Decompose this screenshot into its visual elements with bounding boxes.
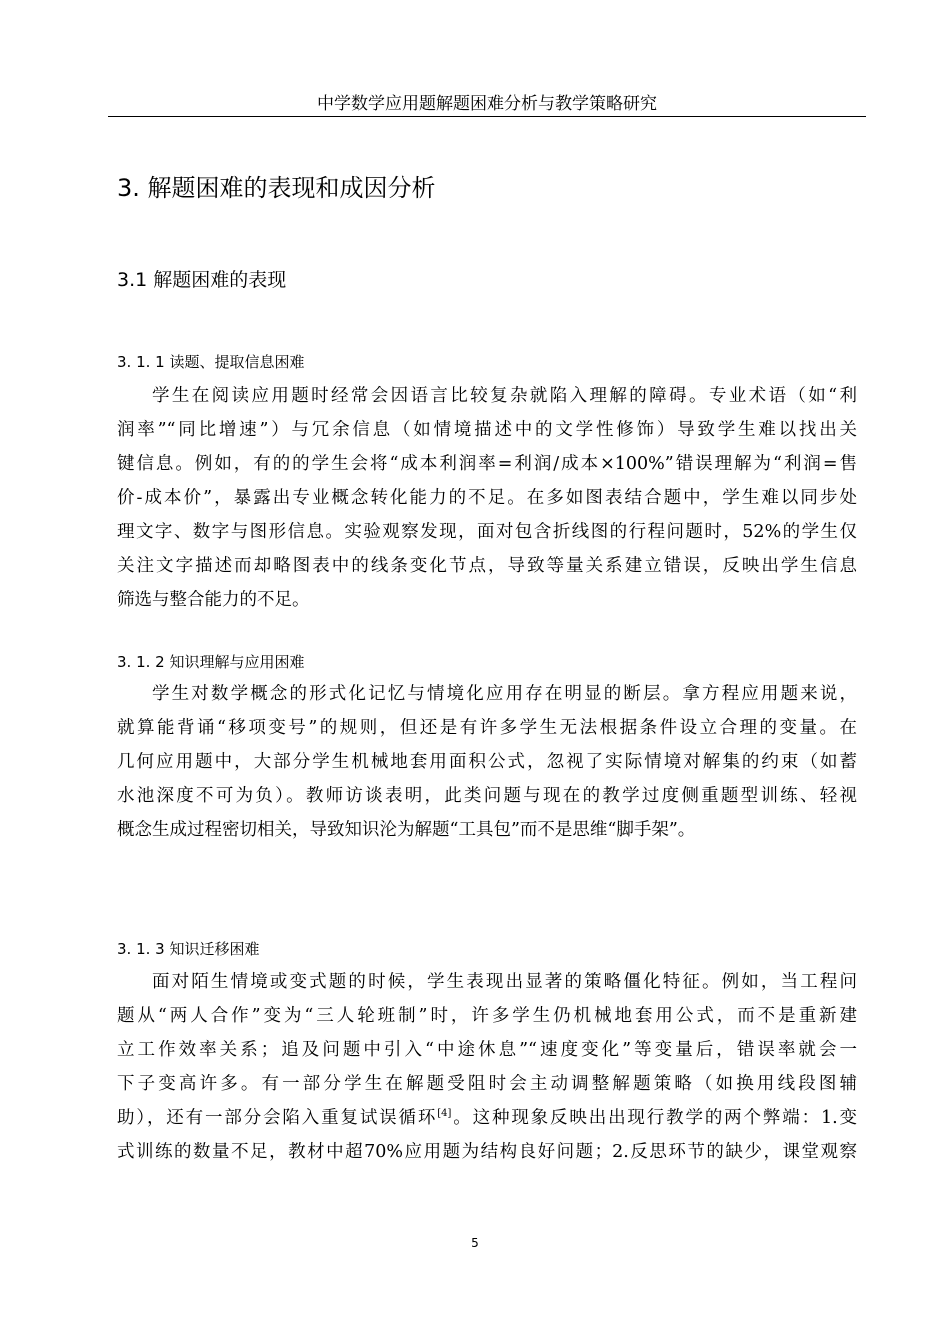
paragraph-text: 助），还有一部分会陷入重复试误循环 xyxy=(117,1108,438,1128)
citation-ref[interactable]: [4] xyxy=(437,1108,452,1120)
page-number: 5 xyxy=(471,1236,479,1250)
page-header: 中学数学应用题解题困难分析与教学策略研究 xyxy=(317,94,657,114)
paragraph-line: 理文字、数字与图形信息。实验观察发现，面对包含折线图的行程问题时，52%的学生仅 xyxy=(117,522,857,542)
paragraph-line: 筛选与整合能力的不足。 xyxy=(117,590,310,610)
paragraph-line: 概念生成过程密切相关，导致知识沦为解题“工具包”而不是思维“脚手架”。 xyxy=(117,820,696,840)
section-title: 3.1 解题困难的表现 xyxy=(117,269,287,291)
paragraph-line: 就算能背诵“移项变号”的规则，但还是有许多学生无法根据条件设立合理的变量。在 xyxy=(117,718,857,738)
paragraph-3-1-1 xyxy=(117,379,857,617)
header-rule xyxy=(108,116,866,117)
paragraph-line: 学生对数学概念的形式化记忆与情境化应用存在明显的断层。拿方程应用题来说， xyxy=(152,684,857,704)
paragraph-text: 。这种现象反映出出现行教学的两个弊端：1.变 xyxy=(451,1108,857,1128)
subsection-title-3-1-1: 3. 1. 1 读题、提取信息困难 xyxy=(117,353,305,371)
paragraph-line: 润率”“同比增速”）与冗余信息（如情境描述中的文学性修饰）导致学生难以找出关 xyxy=(117,420,857,440)
paragraph-line: 学生在阅读应用题时经常会因语言比较复杂就陷入理解的障碍。专业术语（如“利 xyxy=(152,386,857,406)
paragraph-3-1-2 xyxy=(117,677,857,847)
subsection-title-3-1-3: 3. 1. 3 知识迁移困难 xyxy=(117,940,260,958)
paragraph-line: 关注文字描述而却略图表中的线条变化节点，导致等量关系建立错误，反映出学生信息 xyxy=(117,556,857,576)
paragraph-line: 键信息。例如，有的的学生会将“成本利润率=利润/成本×100%”错误理解为“利润=售 xyxy=(117,454,857,474)
paragraph-line: 水池深度不可为负）。教师访谈表明，此类问题与现在的教学过度侧重题型训练、轻视 xyxy=(117,786,857,806)
subsection-title-3-1-2: 3. 1. 2 知识理解与应用困难 xyxy=(117,653,305,671)
paragraph-line: 下子变高许多。有一部分学生在解题受阻时会主动调整解题策略（如换用线段图辅 xyxy=(117,1074,857,1094)
chapter-title: 3. 解题困难的表现和成因分析 xyxy=(117,174,436,202)
paragraph-line: 题从“两人合作”变为“三人轮班制”时，许多学生仍机械地套用公式，而不是重新建 xyxy=(117,1006,857,1026)
paragraph-line: 式训练的数量不足，教材中超70%应用题为结构良好问题；2.反思环节的缺少，课堂观察 xyxy=(117,1142,857,1162)
paragraph-line: 面对陌生情境或变式题的时候，学生表现出显著的策略僵化特征。例如，当工程问 xyxy=(152,972,857,992)
paragraph-line: 价-成本价”，暴露出专业概念转化能力的不足。在多如图表结合题中，学生难以同步处 xyxy=(117,488,857,508)
paragraph-line: 立工作效率关系；追及问题中引入“中途休息”“速度变化”等变量后，错误率就会一 xyxy=(117,1040,857,1060)
paragraph-line-with-citation xyxy=(117,1101,857,1135)
paragraph-line: 几何应用题中，大部分学生机械地套用面积公式，忽视了实际情境对解集的约束（如蓄 xyxy=(117,752,857,772)
paragraph-3-1-3 xyxy=(117,965,857,1169)
